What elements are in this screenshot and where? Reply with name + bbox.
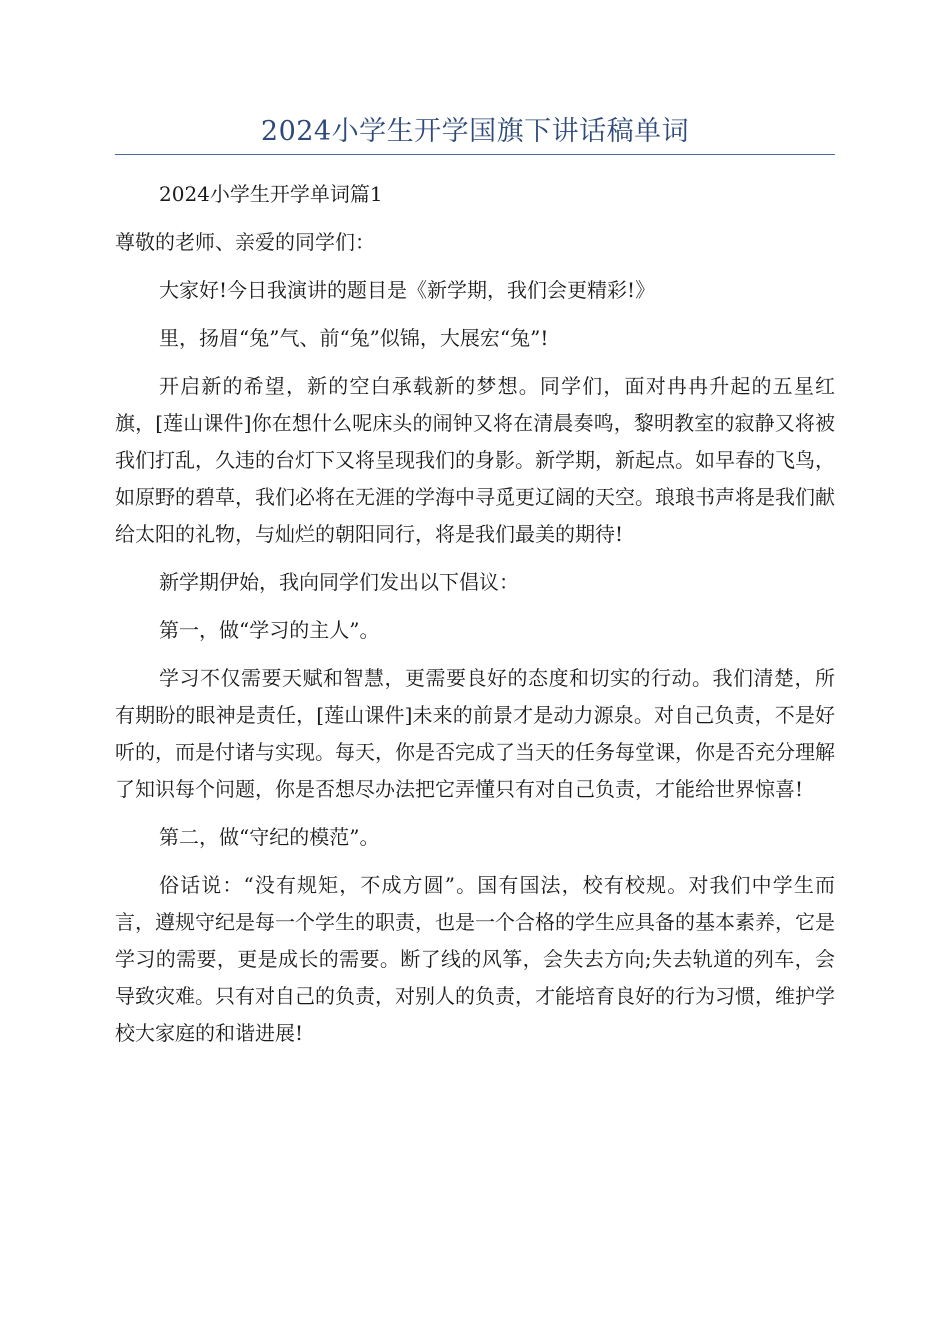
paragraph: 俗话说：“没有规矩，不成方圆”。国有国法，校有校规。对我们中学生而言，遵规守纪是每一个学生的职责，也是一个合格的学生应具备的基本素养，它是学习的需要，更是成长的需要。断了线的风筝，会失去方向;失去轨道的列车，会导致灾难。只有对自己的负责，对别人的负责，才能培育良好的行为习惯，维护学校大家庭的和谐进展! (115, 873, 835, 1045)
section-heading: 2024小学生开学单词篇1 (159, 182, 383, 206)
paragraph: 大家好!今日我演讲的题目是《新学期，我们会更精彩!》 (159, 278, 656, 302)
document-body (115, 176, 835, 1063)
paragraph: 里，扬眉“兔”气、前“兔”似锦，大展宏“兔”! (159, 326, 549, 350)
paragraph: 学习不仅需要天赋和智慧，更需要良好的态度和切实的行动。我们清楚，所有期盼的眼神是责任，[莲山课件]未来的前景才是动力源泉。对自己负责，不是好听的，而是付诸与实现。每天，你是否完成了当天的任务每堂课，你是否充分理解了知识每个问题，你是否想尽办法把它弄懂只有对自己负责，才能给世界惊喜! (115, 666, 835, 801)
point-heading: 第一，做“学习的主人”。 (159, 618, 380, 642)
paragraph: 新学期伊始，我向同学们发出以下倡议： (159, 570, 519, 594)
point-heading: 第二，做“守纪的模范”。 (159, 825, 380, 849)
document-title: 2024小学生开学国旗下讲话稿单词 (260, 116, 690, 147)
paragraph: 开启新的希望，新的空白承载新的梦想。同学们，面对冉冉升起的五星红旗，[莲山课件]你在想什么呢床头的闹钟又将在清晨奏鸣，黎明教室的寂静又将被我们打乱，久违的台灯下又将呈现我们的身影。新学期，新起点。如早春的飞鸟，如原野的碧草，我们必将在无涯的学海中寻觅更辽阔的天空。琅琅书声将是我们献给太阳的礼物，与灿烂的朝阳同行，将是我们最美的期待! (115, 374, 835, 546)
title-underline (115, 154, 835, 155)
salutation: 尊敬的老师、亲爱的同学们： (115, 230, 375, 254)
